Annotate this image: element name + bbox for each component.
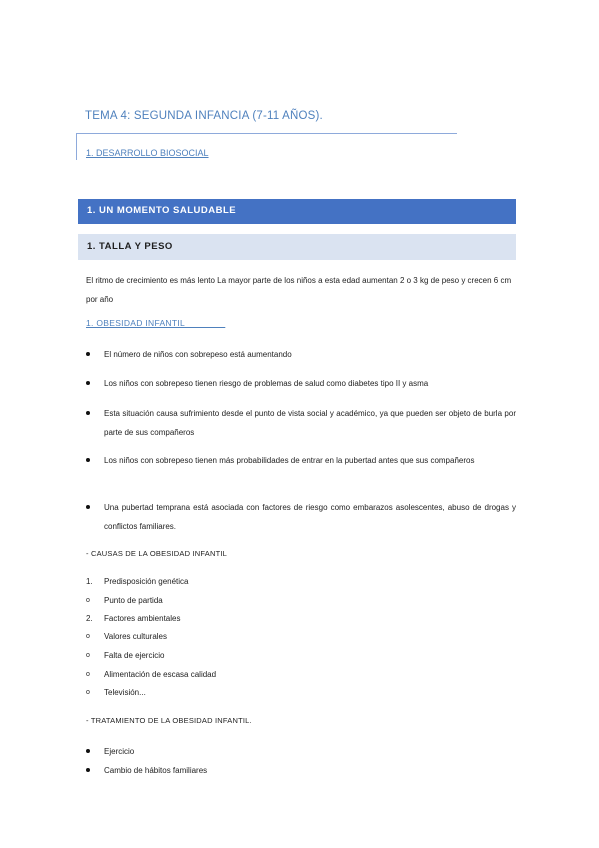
list-item-text: Cambio de hábitos familiares	[104, 766, 208, 775]
list-item-text: Factores ambientales	[104, 614, 181, 623]
bullet-icon	[86, 352, 90, 356]
list-item	[86, 498, 516, 536]
list-marker: 2.	[86, 614, 93, 623]
list-item-text: Una pubertad temprana está asociada con factores de riesgo como embarazos asolescentes, abuso de drogas y conflictos familiares.	[104, 503, 516, 531]
list-item-text: Valores culturales	[104, 632, 167, 641]
list-item-text: Ejercicio	[104, 747, 135, 756]
list-item	[86, 345, 516, 364]
list-marker: 1.	[86, 577, 93, 586]
list-item-text: Falta de ejercicio	[104, 651, 165, 660]
list-item-text: Punto de partida	[104, 596, 163, 605]
list-item-text: Los niños con sobrepeso tienen más probabilidades de entrar en la pubertad antes que sus compañeros	[104, 456, 475, 465]
list-marker: o	[86, 689, 90, 696]
list-marker: o	[86, 597, 90, 604]
list-item-text: Alimentación de escasa calidad	[104, 670, 217, 679]
list-item-text: Esta situación causa sufrimiento desde el punto de vista social y académico, ya que pueden ser objeto de burla por parte de sus compañeros	[104, 409, 516, 437]
list-item	[86, 451, 516, 470]
bullet-icon	[86, 768, 90, 772]
list-item	[86, 374, 516, 393]
section-subtitle: 1. DESARROLLO BIOSOCIAL	[86, 148, 209, 158]
section-band-momento-saludable: 1. UN MOMENTO SALUDABLE	[78, 199, 516, 224]
bullet-icon	[86, 411, 90, 415]
list-item	[86, 404, 516, 442]
list-item-text: Televisión...	[104, 688, 146, 697]
section-band-talla-peso: 1. TALLA Y PESO	[78, 234, 516, 260]
bullet-icon	[86, 749, 90, 753]
causas-heading: - CAUSAS DE LA OBESIDAD INFANTIL	[86, 549, 228, 558]
bullet-icon	[86, 381, 90, 385]
obesidad-heading: 1. OBESIDAD INFANTIL________	[86, 318, 226, 328]
title-divider	[76, 133, 457, 134]
list-item-text: El número de niños con sobrepeso está aumentando	[104, 350, 292, 359]
bullet-icon	[86, 505, 90, 509]
document-title: TEMA 4: SEGUNDA INFANCIA (7-11 AÑOS).	[85, 110, 323, 122]
subtitle-divider	[76, 133, 77, 160]
tratamiento-heading: - TRATAMIENTO DE LA OBESIDAD INFANTIL.	[86, 716, 252, 725]
list-item-text: Predisposición genética	[104, 577, 189, 586]
growth-paragraph: El ritmo de crecimiento es más lento La mayor parte de los niños a esta edad aumentan 2 o 3 kg de peso y crecen 6 cm por año	[86, 276, 512, 304]
bullet-icon	[86, 458, 90, 462]
list-item	[86, 761, 516, 780]
list-marker: o	[86, 671, 90, 678]
list-item-text: Los niños con sobrepeso tienen riesgo de problemas de salud como diabetes tipo II y asma	[104, 379, 429, 388]
list-marker: o	[86, 633, 90, 640]
list-marker: o	[86, 652, 90, 659]
list-item	[86, 742, 516, 761]
